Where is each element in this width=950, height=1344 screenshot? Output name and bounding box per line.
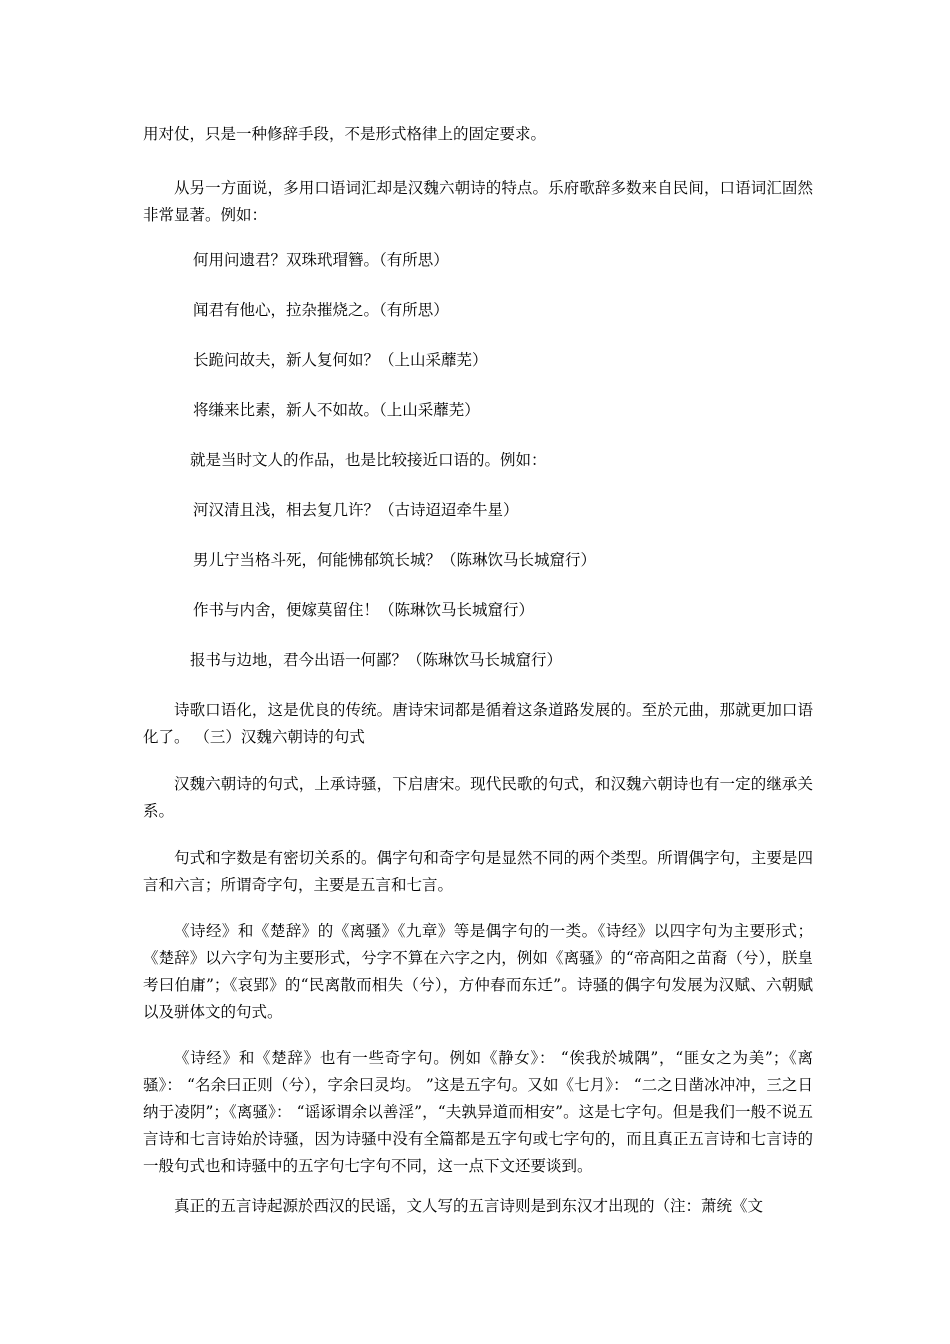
example-line: 长跪问故夫，新人复何如？（上山采蘼芜）	[193, 351, 488, 369]
paragraph-oral-tradition: 诗歌口语化，这是优良的传统。唐诗宋词都是循着这条道路发展的。至於元曲，那就更加口语化了。 （三）汉魏六朝诗的句式	[143, 701, 813, 746]
example-line: 何用问遗君？双珠玳瑁簪。（有所思）	[193, 251, 449, 269]
paragraph-five-character-origin: 真正的五言诗起源於西汉的民谣，文人写的五言诗则是到东汉才出现的（注：萧统《文	[174, 1197, 764, 1215]
example-line: 闻君有他心，拉杂摧烧之。（有所思）	[193, 301, 449, 319]
paragraph-colloquial-intro: 从另一方面说，多用口语词汇却是汉魏六朝诗的特点。乐府歌辞多数来自民间，口语词汇固然非常显著。例如：	[143, 179, 813, 224]
paragraph-literati-intro: 就是当时文人的作品，也是比较接近口语的。例如：	[190, 451, 547, 469]
example-line: 河汉清且浅，相去复几许？（古诗迢迢牵牛星）	[193, 501, 519, 519]
example-line: 将缣来比素，新人不如故。（上山采蘼芜）	[193, 401, 480, 419]
paragraph-continuation: 用对仗，只是一种修辞手段，不是形式格律上的固定要求。	[143, 125, 547, 143]
paragraph-word-count: 句式和字数是有密切关系的。偶字句和奇字句是显然不同的两个类型。所谓偶字句，主要是四言和六言；所谓奇字句，主要是五言和七言。	[143, 849, 813, 894]
example-line: 作书与内舍，便嫁莫留住！（陈琳饮马长城窟行）	[193, 601, 535, 619]
paragraph-odd-lines: 《诗经》和《楚辞》也有一些奇字句。例如《静女》： “俟我於城隅”，“匪女之为美”；《离骚》： “名余曰正则（兮），字余曰灵均。 ”这是五字句。又如《七月》： “二之日凿冰冲冲，三之日纳于凌阴”；《离骚》： “谣诼谓余以善淫”，“夫孰异道而相安”。这是七字句。但是我们一般不说五言诗和七言诗始於诗骚，因为诗骚中没有全篇都是五字句或七字句的，而且真正五言诗和七言诗的一般句式也和诗骚中的五字句七字句不同，这一点下文还要谈到。	[143, 1049, 813, 1175]
paragraph-even-lines: 《诗经》和《楚辞》的《离骚》《九章》等是偶字句的一类。《诗经》以四字句为主要形式；《楚辞》以六字句为主要形式，兮字不算在六字之内，例如《离骚》的“帝高阳之苗裔（兮），朕皇考曰伯庸”；《哀郢》的“民离散而相失（兮），方仲春而东迁”。诗骚的偶字句发展为汉赋、六朝赋以及骈体文的句式。	[143, 922, 813, 1021]
example-line: 报书与边地，君今出语一何鄙？（陈琳饮马长城窟行）	[190, 651, 563, 669]
paragraph-sentence-patterns: 汉魏六朝诗的句式，上承诗骚，下启唐宋。现代民歌的句式，和汉魏六朝诗也有一定的继承关系。	[143, 775, 813, 820]
example-line: 男儿宁当格斗死，何能怫郁筑长城？（陈琳饮马长城窟行）	[193, 551, 597, 569]
